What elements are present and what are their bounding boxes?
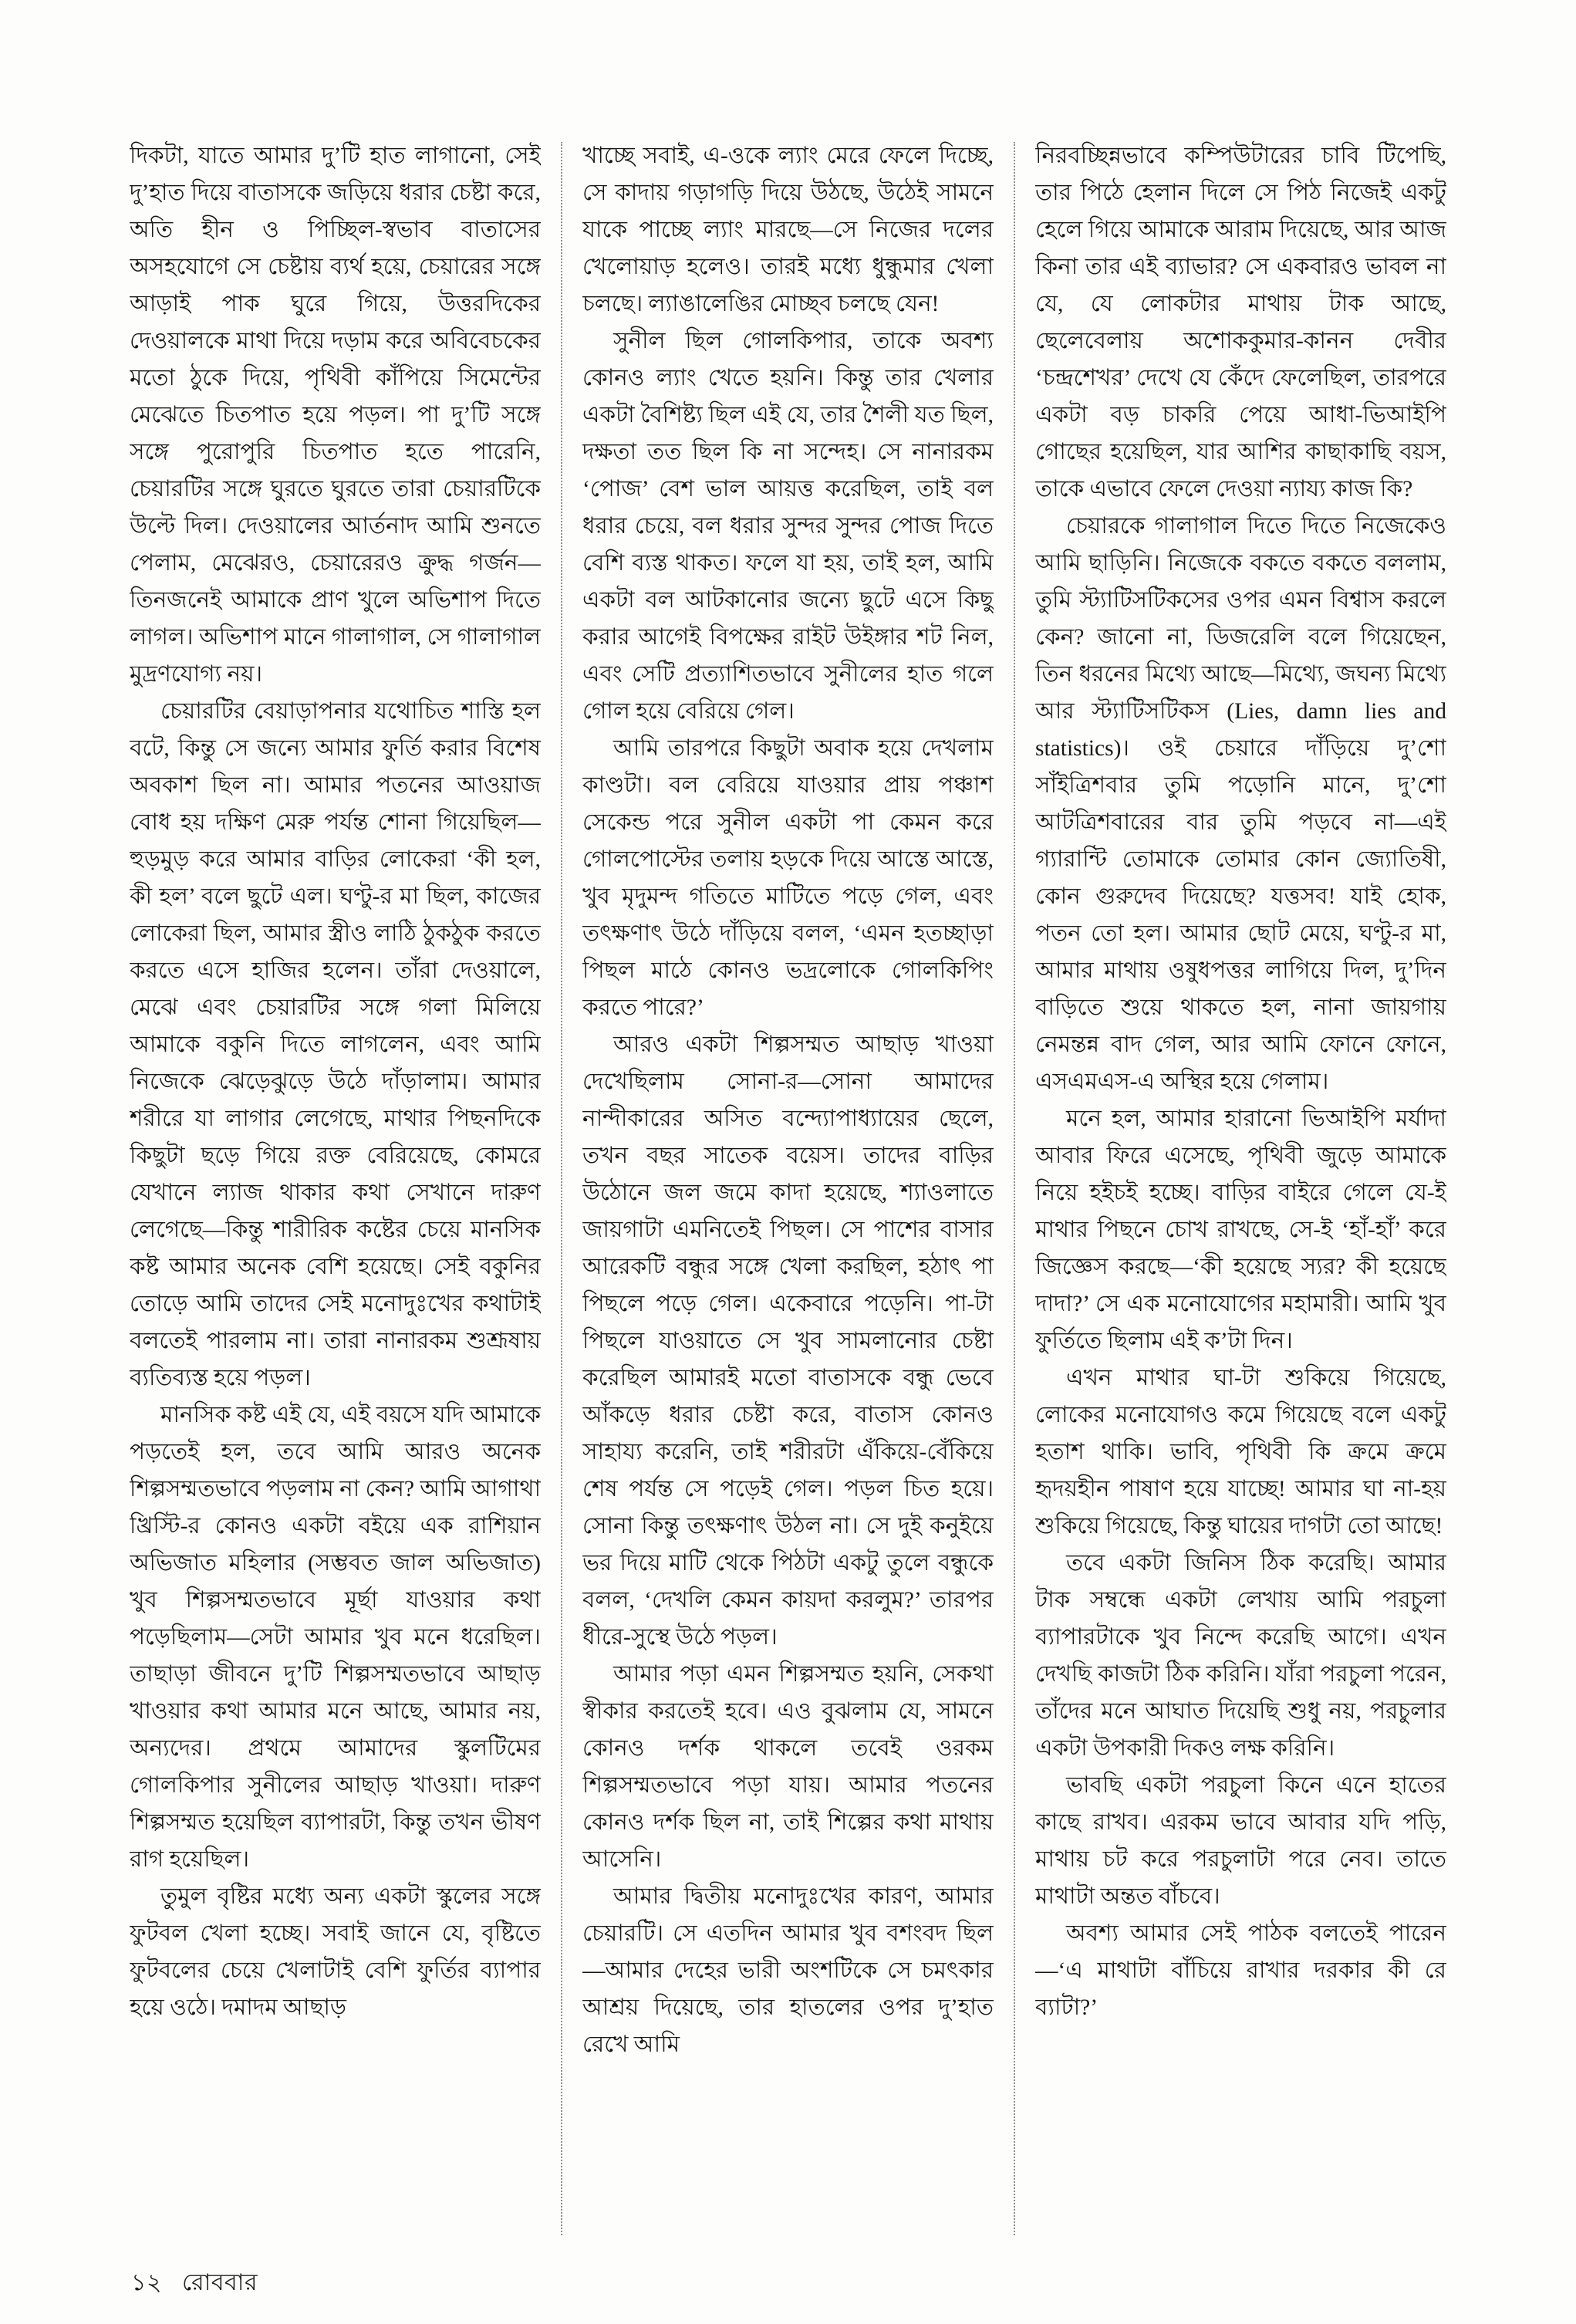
article-paragraph: আমি তারপরে কিছুটা অবাক হয়ে দেখলাম কাণ্ডটা। বল বেরিয়ে যাওয়ার প্রায় পঞ্চাশ সেকেন্ড পরে সুনীল একটা পা কেমন করে গোলপোস্টের তলায় হড়কে দিয়ে আস্তে আস্তে, খুব মৃদুমন্দ গতিতে মাটিতে পড়ে গেল, এবং তৎক্ষণাৎ উঠে দাঁড়িয়ে বলল, ‘এমন হতচ্ছাড়া পিছল মাঠে কোনও ভদ্রলোকে গোলকিপিং করতে পারে?’ — [582, 736, 994, 1020]
column-divider-1 — [561, 142, 562, 2235]
article-paragraph: নিরবচ্ছিন্নভাবে কম্পিউটারের চাবি টিপেছি, তার পিঠে হেলান দিলে সে পিঠ নিজেই একটু হেলে গিয়ে আমাকে আরাম দিয়েছে, আর আজ কিনা তার এই ব্যাভার? সে একবারও ভাবল না যে, যে লোকটার মাথায় টাক আছে, ছেলেবেলায় অশোককুমার-কানন দেবীর ‘চন্দ্রশেখর’ দেখে যে কেঁদে ফেলেছিল, তারপরে একটা বড় চাকরি পেয়ে আধা-ভিআইপি গোছের হয়েছিল, যার আশির কাছাকাছি বয়স, তাকে এভাবে ফেলে দেওয়া ন্যায্য কাজ কি? — [1035, 144, 1446, 502]
text-column-3 — [1035, 137, 1446, 2235]
article-paragraph: চেয়ারটির বেয়াড়াপনার যথোচিত শাস্তি হল বটে, কিন্তু সে জন্যে আমার ফুর্তি করার বিশেষ অবকাশ ছিল না। আমার পতনের আওয়াজ বোধ হয় দক্ষিণ মেরু পর্যন্ত শোনা গিয়েছিল—হুড়মুড় করে আমার বাড়ির লোকেরা ‘কী হল, কী হল’ বলে ছুটে এল। ঘণ্টু-র মা ছিল, কাজের লোকেরা ছিল, আমার স্ত্রীও লাঠি ঠুকঠুক করতে করতে এসে হাজির হলেন। তাঁরা দেওয়ালে, মেঝে এবং চেয়ারটির সঙ্গে গলা মিলিয়ে আমাকে বকুনি দিতে লাগলেন, এবং আমি নিজেকে ঝেড়েঝুড়ে উঠে দাঁড়ালাম। আমার শরীরে যা লাগার লেগেছে, মাথার পিছনদিকে কিছুটা ছড়ে গিয়ে রক্ত বেরিয়েছে, কোমরে যেখানে ল্যাজ থাকার কথা সেখানে দারুণ লেগেছে—কিন্তু শারীরিক কষ্টের চেয়ে মানসিক কষ্ট আমার অনেক বেশি হয়েছে। সেই বকুনির তোড়ে আমি তাদের সেই মনোদুঃখের কথাটাই বলতেই পারলাম না। তারা নানারকম শুশ্রূষায় ব্যতিব্যস্ত হয়ে পড়ল। — [130, 699, 541, 1390]
magazine-name: রোববার — [181, 2270, 258, 2295]
article-paragraph: আমার দ্বিতীয় মনোদুঃখের কারণ, আমার চেয়ারটি। সে এতদিন আমার খুব বশংবদ ছিল—আমার দেহের ভারী অংশটিকে সে চমৎকার আশ্রয় দিয়েছে, তার হাতলের ওপর দু’হাত রেখে আমি — [582, 1884, 994, 2057]
article-paragraph: আমার পড়া এমন শিল্পসম্মত হয়নি, সেকথা স্বীকার করতেই হবে। এও বুঝলাম যে, সামনে কোনও দর্শক থাকলে তবেই ওরকম শিল্পসম্মতভাবে পড়া যায়। আমার পতনের কোনও দর্শক ছিল না, তাই শিল্পের কথা মাথায় আসেনি। — [582, 1662, 994, 1872]
article-text-columns — [130, 137, 1446, 2235]
article-paragraph: আরও একটা শিল্পসম্মত আছাড় খাওয়া দেখেছিলাম সোনা-র—সোনা আমাদের নান্দীকারের অসিত বন্দ্যোপাধ্যায়ের ছেলে, তখন বছর সাতেক বয়েস। তাদের বাড়ির উঠোনে জল জমে কাদা হয়েছে, শ্যাওলাতে জায়গাটা এমনিতেই পিছল। সে পাশের বাসার আরেকটি বন্ধুর সঙ্গে খেলা করছিল, হঠাৎ পা পিছলে পড়ে গেল। একেবারে পড়েনি। পা-টা পিছলে যাওয়াতে সে খুব সামলানোর চেষ্টা করেছিল আমারই মতো বাতাসকে বন্ধু ভেবে আঁকড়ে ধরার চেষ্টা করে, বাতাস কোনও সাহায্য করেনি, তাই শরীরটা এঁকিয়ে-বেঁকিয়ে শেষ পর্যন্ত সে পড়েই গেল। পড়ল চিত হয়ে। সোনা কিন্তু তৎক্ষণাৎ উঠল না। সে দুই কনুইয়ে ভর দিয়ে মাটি থেকে পিঠটা একটু তুলে বন্ধুকে বলল, ‘দেখলি কেমন কায়দা করলুম?’ তারপর ধীরে-সুস্থে উঠে পড়ল। — [582, 1032, 994, 1650]
article-paragraph: দিকটা, যাতে আমার দু’টি হাত লাগানো, সেই দু’হাত দিয়ে বাতাসকে জড়িয়ে ধরার চেষ্টা করে, অতি হীন ও পিচ্ছিল-স্বভাব বাতাসের অসহযোগে সে চেষ্টায় ব্যর্থ হয়ে, চেয়ারের সঙ্গে আড়াই পাক ঘুরে গিয়ে, উত্তরদিকের দেওয়ালকে মাথা দিয়ে দড়াম করে অবিবেচকের মতো ঠুকে দিয়ে, পৃথিবী কাঁপিয়ে সিমেন্টের মেঝেতে চিতপাত হয়ে পড়ল। পা দু’টি সঙ্গে সঙ্গে পুরোপুরি চিতপাত হতে পারেনি, চেয়ারটির সঙ্গে ঘুরতে ঘুরতে তারা চেয়ারটিকে উল্টে দিল। দেওয়ালের আর্তনাদ আমি শুনতে পেলাম, মেঝেরও, চেয়ারেরও ক্রুদ্ধ গর্জন—তিনজনেই আমাকে প্রাণ খুলে অভিশাপ দিতে লাগল। অভিশাপ মানে গালাগাল, সে গালাগাল মুদ্রণযোগ্য নয়। — [130, 144, 541, 687]
article-paragraph: অবশ্য আমার সেই পাঠক বলতেই পারেন—‘এ মাথাটা বাঁচিয়ে রাখার দরকার কী রে ব্যাটা?’ — [1035, 1921, 1446, 2020]
article-paragraph: এখন মাথার ঘা-টা শুকিয়ে গিয়েছে, লোকের মনোযোগও কমে গিয়েছে বলে একটু হতাশ থাকি। ভাবি, পৃথিবী কি ক্রমে ক্রমে হৃদয়হীন পাষাণ হয়ে যাচ্ছে! আমার ঘা না-হয় শুকিয়ে গিয়েছে, কিন্তু ঘায়ের দাগটা তো আছে! — [1035, 1366, 1446, 1539]
article-paragraph: মনে হল, আমার হারানো ভিআইপি মর্যাদা আবার ফিরে এসেছে, পৃথিবী জুড়ে আমাকে নিয়ে হইচই হচ্ছে। বাড়ির বাইরে গেলে যে-ই মাথার পিছনে চোখ রাখছে, সে-ই ‘হাঁ-হাঁ’ করে জিজ্ঞেস করছে—‘কী হয়েছে স্যর? কী হয়েছে দাদা?’ সে এক মনোযোগের মহামারী। আমি খুব ফুর্তিতে ছিলাম এই ক’টা দিন। — [1035, 1106, 1446, 1353]
article-paragraph: চেয়ারকে গালাগাল দিতে দিতে নিজেকেও আমি ছাড়িনি। নিজেকে বকতে বকতে বললাম, তুমি স্ট্যাটিসটিকসের ওপর এমন বিশ্বাস করলে কেন? জানো না, ডিজরেলি বলে গিয়েছেন, তিন ধরনের মিথ্যে আছে—মিথ্যে, জঘন্য মিথ্যে আর স্ট্যাটিসটিকস (Lies, damn lies and statistics)। ওই চেয়ারে দাঁড়িয়ে দু’শো সাঁইত্রিশবার তুমি পড়োনি মানে, দু’শো আটত্রিশবারের বার তুমি পড়বে না—এই গ্যারান্টি তোমাকে তোমার কোন জ্যোতিষী, কোন গুরুদেব দিয়েছে? যত্তসব! যাই হোক, পতন তো হল। আমার ছোট মেয়ে, ঘণ্টু-র মা, আমার মাথায় ওষুধপত্তর লাগিয়ে দিল, দু’দিন বাড়িতে শুয়ে থাকতে হল, নানা জায়গায় নেমন্তন্ন বাদ গেল, আর আমি ফোনে ফোনে, এসএমএস-এ অস্থির হয়ে গেলাম। — [1035, 514, 1446, 1094]
article-paragraph: সুনীল ছিল গোলকিপার, তাকে অবশ্য কোনও ল্যাং খেতে হয়নি। কিন্তু তার খেলার একটা বৈশিষ্ট্য ছিল এই যে, তার শৈলী যত ছিল, দক্ষতা তত ছিল কি না সন্দেহ। সে নানারকম ‘পোজ’ বেশ ভাল আয়ত্ত করেছিল, তাই বল ধরার চেয়ে, বল ধরার সুন্দর সুন্দর পোজ দিতে বেশি ব্যস্ত থাকত। ফলে যা হয়, তাই হল, আমি একটা বল আটকানোর জন্যে ছুটে এসে কিছু করার আগেই বিপক্ষের রাইট উইঙ্গার শট নিল, এবং সেটি প্রত্যাশিতভাবে সুনীলের হাত গলে গোল হয়ে বেরিয়ে গেল। — [582, 329, 994, 724]
page-number: ১২ — [131, 2270, 162, 2295]
text-column-2 — [582, 137, 994, 2235]
article-paragraph: তুমুল বৃষ্টির মধ্যে অন্য একটা স্কুলের সঙ্গে ফুটবল খেলা হচ্ছে। সবাই জানে যে, বৃষ্টিতে ফুটবলের চেয়ে খেলাটাই বেশি ফুর্তির ব্যাপার হয়ে ওঠে। দমাদম আছাড় — [130, 1884, 541, 2020]
page-footer — [131, 2272, 258, 2295]
article-paragraph: খাচ্ছে সবাই, এ-ওকে ল্যাং মেরে ফেলে দিচ্ছে, সে কাদায় গড়াগড়ি দিয়ে উঠছে, উঠেই সামনে যাকে পাচ্ছে ল্যাং মারছে—সে নিজের দলের খেলোয়াড় হলেও। তারই মধ্যে ধুন্ধুমার খেলা চলছে। ল্যাঙালেঙির মোচ্ছব চলছে যেন! — [582, 144, 994, 316]
article-paragraph: মানসিক কষ্ট এই যে, এই বয়সে যদি আমাকে পড়তেই হল, তবে আমি আরও অনেক শিল্পসম্মতভাবে পড়লাম না কেন? আমি আগাথা খ্রিস্টি-র কোনও একটা বইয়ে এক রাশিয়ান অভিজাত মহিলার (সম্ভবত জাল অভিজাত) খুব শিল্পসম্মতভাবে মূর্ছা যাওয়ার কথা পড়েছিলাম—সেটা আমার খুব মনে ধরেছিল। তাছাড়া জীবনে দু’টি শিল্পসম্মতভাবে আছাড় খাওয়ার কথা আমার মনে আছে, আমার নয়, অন্যদের। প্রথমে আমাদের স্কুলটিমের গোলকিপার সুনীলের আছাড় খাওয়া। দারুণ শিল্পসম্মত হয়েছিল ব্যাপারটা, কিন্তু তখন ভীষণ রাগ হয়েছিল। — [130, 1403, 541, 1872]
column-divider-2 — [1014, 142, 1015, 2235]
article-paragraph: ভাবছি একটা পরচুলা কিনে এনে হাতের কাছে রাখব। এরকম ভাবে আবার যদি পড়ি, মাথায় চট করে পরচুলাটা পরে নেব। তাতে মাথাটা অন্তত বাঁচবে। — [1035, 1773, 1446, 1909]
article-paragraph: তবে একটা জিনিস ঠিক করেছি। আমার টাক সম্বন্ধে একটা লেখায় আমি পরচুলা ব্যাপারটাকে খুব নিন্দে করেছি আগে। এখন দেখছি কাজটা ঠিক করিনি। যাঁরা পরচুলা পরেন, তাঁদের মনে আঘাত দিয়েছি শুধু নয়, পরচুলার একটা উপকারী দিকও লক্ষ করিনি। — [1035, 1551, 1446, 1761]
text-column-1 — [130, 137, 541, 2235]
